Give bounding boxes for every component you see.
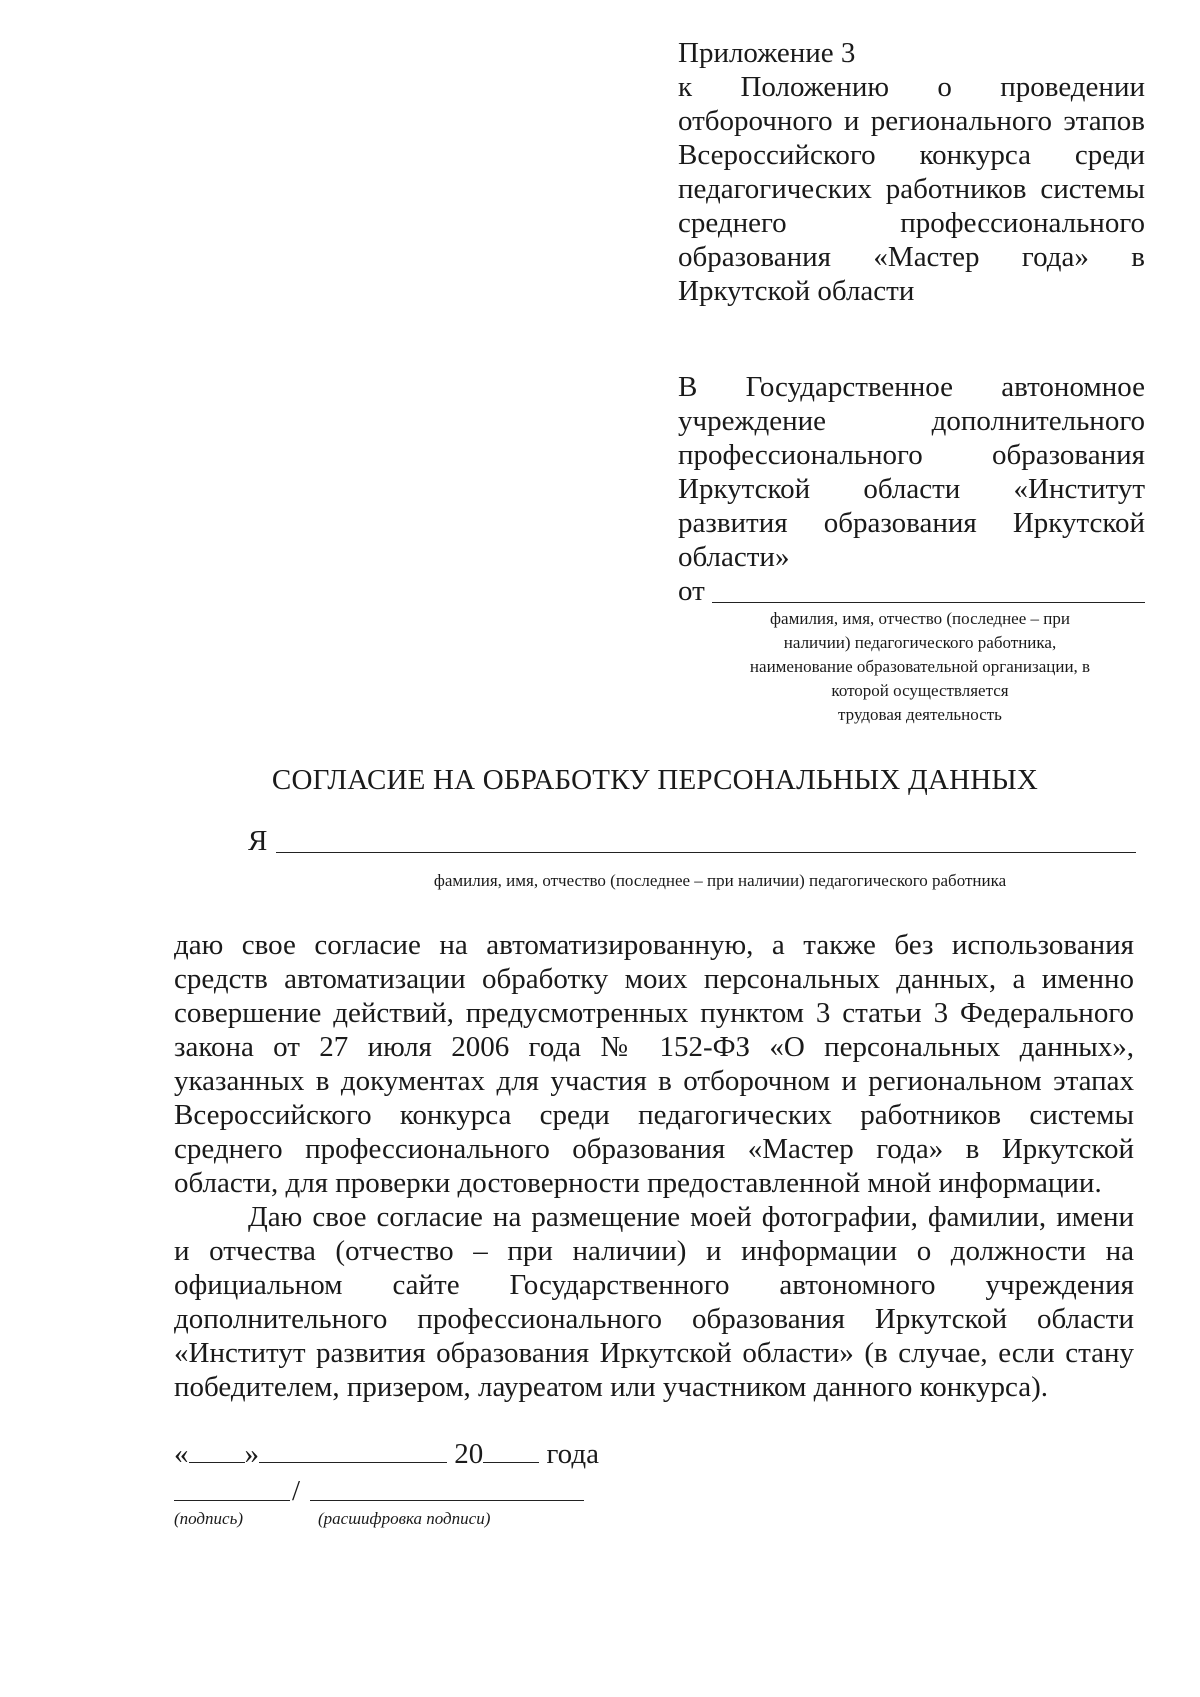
from-caption [700,607,1140,727]
signature-field-line [174,1500,290,1501]
ya-caption: фамилия, имя, отчество (последнее – при наличии) педагогического работника [433,871,1007,890]
from-caption-line: которой осуществляется [831,681,1009,700]
from-caption-line: наименование образовательной организации, в [749,657,1091,676]
recipient-block: В Государственное автономное учреждение дополнительного профессионального образования Иркутской области «Институт развития образования Иркутской области» [678,371,1145,573]
signature-line [174,1475,584,1508]
consent-paragraph-1: даю свое согласие на автоматизированную, а также без использования средств автоматизации обработку моих персональных данных, а именно совершение действий, предусмотренных пунктом 3 статьи 3 Федерального закона от 27 июля 2006 года № 152-ФЗ «О персональных данных», указанных в документах для участия в отборочном и региональном этапах Всероссийского конкурса среди педагогических работников системы среднего профессионального образования «Мастер года» в Иркутской области, для проверки достоверности предоставленной мной информации. [174,929,1134,1199]
from-caption-line: фамилия, имя, отчество (последнее – при [770,609,1070,628]
ya-field-line [276,852,1136,853]
day-blank [189,1436,245,1463]
from-caption-line: трудовая деятельность [838,705,1002,724]
from-caption-line: наличии) педагогического работника, [783,633,1057,652]
decoding-caption: (расшифровка подписи) [318,1509,491,1528]
from-line [678,574,1145,608]
consent-paragraph-2: Даю свое согласие на размещение моей фотографии, фамилии, имени и отчества (отчество – при наличии) и информации о должности на официальном сайте Государственного автономного учреждения дополнительного профессионального образования Иркутской области «Институт развития образования Иркутской области» (в случае, если стану победителем, призером, лауреатом или участником данного конкурса). [174,1201,1134,1403]
month-blank [259,1436,447,1463]
year-suffix: года [546,1438,599,1470]
from-label: от [678,575,705,607]
appendix-text: к Положению о проведении отборочного и регионального этапов Всероссийского конкурса среди педагогических работников системы среднего профессионального образования «Мастер года» в Иркутской области [678,71,1145,307]
consent-body [174,928,1134,1404]
year-blank [483,1436,539,1463]
appendix-header [678,36,1145,308]
signature-caption: (подпись) [174,1509,243,1528]
signature-slash: / [292,1475,301,1507]
from-field-line [712,602,1145,603]
date-line [174,1436,599,1471]
year-prefix: 20 [454,1438,484,1470]
decoding-field-line [310,1500,584,1501]
ya-label: Я [248,825,268,857]
document-title: СОГЛАСИЕ НА ОБРАБОТКУ ПЕРСОНАЛЬНЫХ ДАННЫХ [271,764,1039,796]
quote-close: » [244,1438,259,1470]
ya-line [248,824,1136,858]
appendix-title: Приложение 3 [678,37,856,69]
quote-open: « [174,1438,189,1470]
